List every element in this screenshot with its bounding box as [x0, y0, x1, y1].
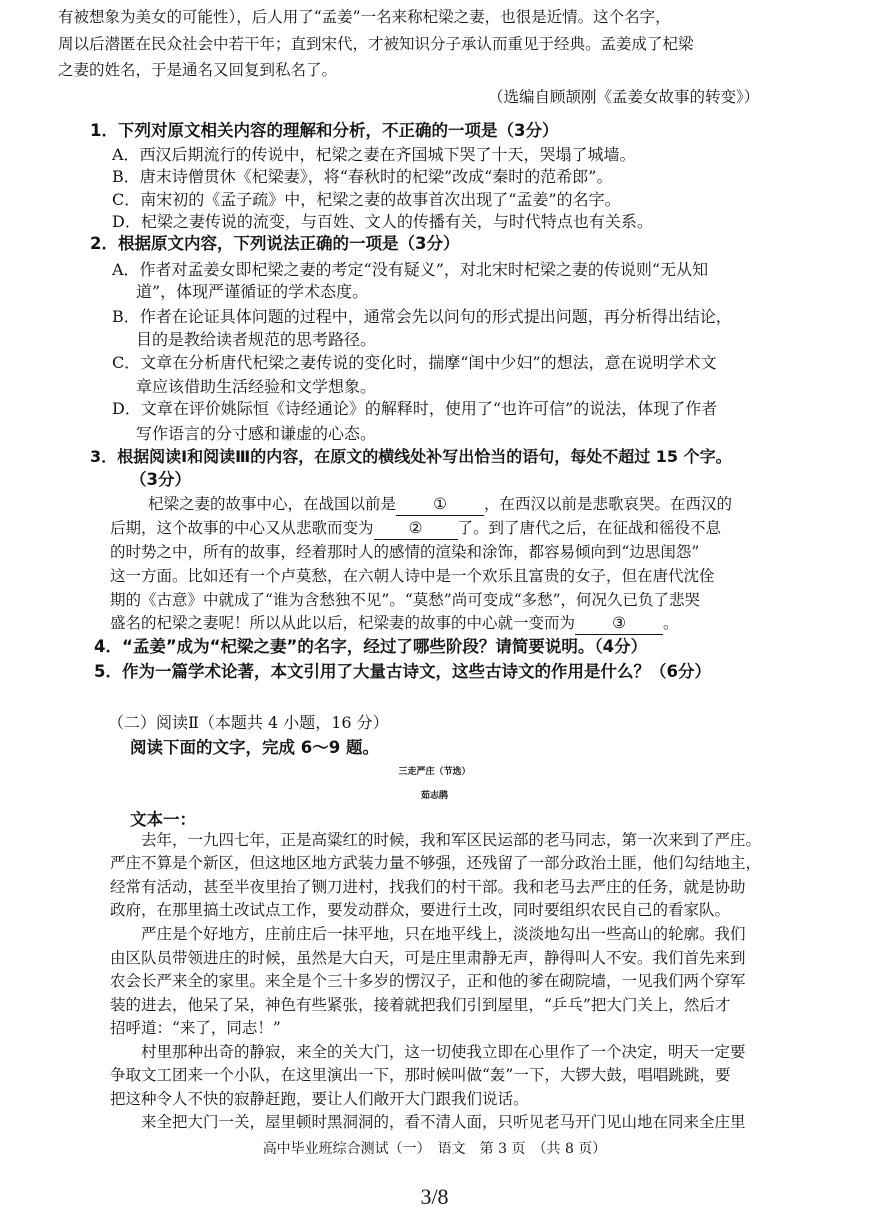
article-title: 三走严庄（节选）	[398, 767, 471, 777]
passage-line: 有被想象为美女的可能性），后人用了“孟姜”一名来称杞梁之妻，也很是近情。这个名字，	[58, 8, 671, 26]
passage-line: 这一方面。比如还有一个卢莫愁，在六朝人诗中是一个欢乐且富贵的女子，但在唐代沈佺	[110, 567, 715, 585]
article-line: 去年，一九四七年，正是高粱红的时候，我和军区民运部的老马同志，第一次来到了严庄。	[110, 831, 762, 849]
article-line: 由区队员带领进庄的时候，虽然是大白天，可是庄里肃静无声，静得叫人不安。我们首先来到	[110, 949, 746, 967]
question-2-option-line: A．作者对孟姜女即杞梁之妻的考定“没有疑义”，对北宋时杞梁之妻的传说则“无从知	[112, 260, 709, 279]
question-2-option-line: C．文章在分析唐代杞梁之妻传说的变化时，揣摩“闺中少妇”的想法，意在说明学术文	[112, 353, 717, 372]
fill-blank-line: 杞梁之妻的故事中心，在战国以前是 ① ，在西汉以前是悲歌哀哭。在西汉的	[148, 493, 732, 516]
page-footer: 高中毕业班综合测试（一） 语文 第 3 页 （共 8 页）	[262, 1141, 607, 1157]
page-number: 3/8	[420, 1184, 449, 1209]
article-line: 经常有活动，甚至半夜里抬了铡刀进村，找我们的村干部。我和老马去严庄的任务，就是协助	[110, 878, 746, 896]
article-line: 村里那种出奇的静寂，来全的关大门，这一切使我立即在心里作了一个决定，明天一定要	[110, 1043, 746, 1061]
question-3-stem: 3．根据阅读Ⅰ和阅读Ⅲ的内容，在原文的横线处补写出恰当的语句，每处不超过 15 个字。	[90, 447, 732, 466]
text-label: 文本一：	[130, 810, 196, 829]
question-5-stem: 5．作为一篇学术论著，本文引用了大量古诗文，这些古诗文的作用是什么？（6分）	[94, 662, 711, 681]
question-1-option-d: D．杞梁之妻传说的流变，与百姓、文人的传播有关，与时代特点也有关系。	[112, 212, 653, 231]
article-line: 把这种令人不快的寂静赶跑，要让人们敞开大门跟我们说话。	[110, 1090, 529, 1108]
article-line: 装的进去，他呆了呆，神色有些紧张，接着就把我们引到屋里，“乒乓”把大门关上，然后才	[110, 996, 731, 1014]
question-4-stem: 4．“孟姜”成为“杞梁之妻”的名字，经过了哪些阶段？请简要说明。（4分）	[94, 637, 648, 656]
article-line: 政府，在那里搞土改试点工作，要发动群众，要进行土改，同时要组织农民自己的看家队。	[110, 901, 731, 919]
article-line: 争取文工团来一个小队，在这里演出一下，那时候叫做“轰”一下，大锣大鼓，唱唱跳跳，要	[110, 1066, 731, 1084]
article-author: 茹志鹃	[420, 791, 448, 801]
article-line: 严庄不算是个新区，但这地区地方武装力量不够强，还残留了一部分政治土匪，他们勾结地主，	[110, 854, 762, 872]
question-1-option-b: B．唐末诗僧贯休《杞梁妻》，将“春秋时的杞梁”改成“秦时的范希郎”。	[112, 167, 613, 186]
passage-line: 周以后潜匿在民众社会中若干年；直到宋代，才被知识分子承认而重见于经典。孟姜成了杞梁	[58, 35, 694, 53]
question-1-option-c: C．南宋初的《孟子疏》中，杞梁之妻的故事首次出现了“孟姜”的名字。	[112, 190, 621, 209]
question-2-option-line: D．文章在评价姚际恒《诗经通论》的解释时，使用了“也许可信”的说法，体现了作者	[112, 399, 718, 418]
fill-blank-line: 盛名的杞梁之妻呢！所以从此以后，杞梁妻的故事的中心就一变而为 ③ 。	[110, 612, 679, 635]
question-3-score: （3分）	[130, 470, 191, 489]
question-2-option-line: 章应该借助生活经验和文学想象。	[136, 377, 377, 396]
question-2-stem: 2．根据原文内容，下列说法正确的一项是（3分）	[90, 234, 460, 253]
question-2-option-line: 目的是教给读者规范的思考路径。	[136, 330, 377, 349]
fill-blank-line: 后期，这个故事的中心又从悲歌而变为 ② 了。到了唐代之后，在征战和徭役不息	[110, 517, 721, 540]
blank-1: ①	[396, 493, 484, 516]
question-2-option-line: B．作者在论证具体问题的过程中，通常会先以问句的形式提出问题，再分析得出结论，	[112, 307, 732, 326]
article-line: 招呼道：“来了，同志！”	[110, 1019, 281, 1037]
article-line: 农会长严来全的家里。来全是个三十多岁的愣汉子，正和他的爹在砌院墙，一见我们两个穿军	[110, 972, 746, 990]
blank-3: ③	[575, 612, 663, 635]
section-instruction: 阅读下面的文字，完成 6～9 题。	[130, 738, 379, 757]
question-2-option-line: 写作语言的分寸感和谦虚的心态。	[136, 424, 377, 443]
article-line: 来全把大门一关，屋里顿时黑洞洞的，看不清人面，只听见老马开门见山地在同来全庄里	[110, 1113, 746, 1131]
passage-line: 期的《古意》中就成了“谁为含愁独不见”。“莫愁”尚可变成“多愁”，何况久已负了悲哭	[110, 591, 701, 609]
blank-2: ②	[374, 517, 458, 540]
passage-line: 之妻的姓名，于是通名又回复到私名了。	[58, 61, 338, 79]
question-1-stem: 1．下列对原文相关内容的理解和分析，不正确的一项是（3分）	[90, 121, 559, 140]
question-1-option-a: A．西汉后期流行的传说中，杞梁之妻在齐国城下哭了十天，哭塌了城墙。	[112, 145, 636, 164]
question-2-option-line: 道”，体现严谨循证的学术态度。	[136, 282, 369, 301]
article-line: 严庄是个好地方，庄前庄后一抹平地，只在地平线上，淡淡地勾出一些高山的轮廓。我们	[110, 925, 746, 943]
section-heading: （二）阅读Ⅱ（本题共 4 小题，16 分）	[108, 713, 389, 732]
passage-line: 的时势之中，所有的故事，经着那时人的感情的渲染和涂饰，都容易倾向到“边思闺怨”	[110, 543, 700, 561]
source-citation: （选编自顾颉刚《孟姜女故事的转变》）	[488, 88, 760, 106]
